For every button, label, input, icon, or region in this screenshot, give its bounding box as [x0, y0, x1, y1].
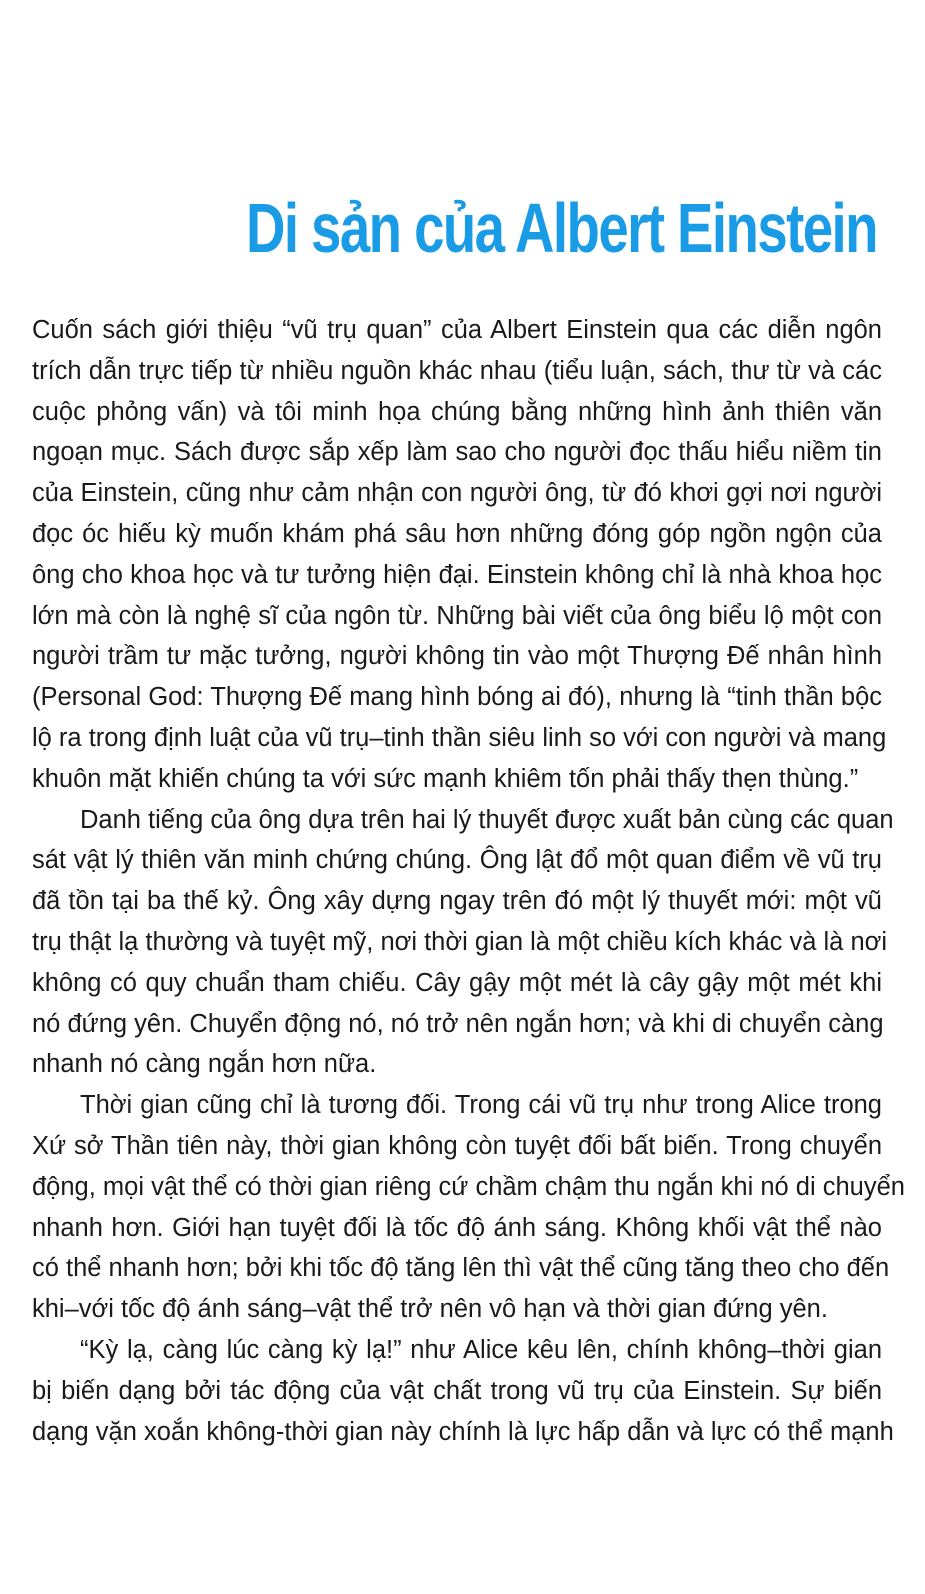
text-line: bị biến dạng bởi tác động của vật chất trong vũ trụ của Einstein. Sự biến — [32, 1376, 882, 1405]
text-line: Cuốn sách giới thiệu “vũ trụ quan” của Albert Einstein qua các diễn ngôn — [32, 316, 882, 344]
paragraph — [32, 310, 887, 800]
text-line: đã tồn tại ba thế kỷ. Ông xây dựng ngay trên đó một lý thuyết mới: một vũ — [32, 887, 882, 916]
text-line: của Einstein, cũng như cảm nhận con người ông, từ đó khơi gợi nơi người — [32, 479, 882, 508]
text-line: trích dẫn trực tiếp từ nhiều nguồn khác nhau (tiểu luận, sách, thư từ và các — [32, 356, 882, 385]
text-line: khi–với tốc độ ánh sáng–vật thể trở nên vô hạn và thời gian đứng yên. — [32, 1295, 828, 1324]
text-line: ông cho khoa học và tư tưởng hiện đại. Einstein không chỉ là nhà khoa học — [32, 560, 882, 589]
text-line: cuộc phỏng vấn) và tôi minh họa chúng bằng những hình ảnh thiên văn — [32, 397, 882, 426]
text-line: lộ ra trong định luật của vũ trụ–tinh thần siêu linh so với con người và mang — [32, 723, 887, 752]
text-line: Xứ sở Thần tiên này, thời gian không còn tuyệt đối bất biến. Trong chuyển — [32, 1131, 882, 1160]
text-line: động, mọi vật thể có thời gian riêng cứ chầm chậm thu ngắn khi nó di chuyển — [32, 1172, 905, 1201]
chapter-title: Di sản của Albert Einstein — [246, 189, 877, 267]
paragraph — [32, 1085, 905, 1330]
text-line: ngoạn mục. Sách được sắp xếp làm sao cho người đọc thấu hiểu niềm tin — [32, 438, 882, 467]
paragraph — [32, 1330, 894, 1452]
text-line: đọc óc hiếu kỳ muốn khám phá sâu hơn những đóng góp ngồn ngộn của — [32, 519, 882, 548]
text-line: trụ thật lạ thường và tuyệt mỹ, nơi thời gian là một chiều kích khác và là nơi — [32, 927, 888, 956]
text-line: “Kỳ lạ, càng lúc càng kỳ lạ!” như Alice kêu lên, chính không–thời gian — [80, 1335, 882, 1364]
body-text — [32, 310, 905, 1452]
text-line: dạng vặn xoắn không-thời gian này chính là lực hấp dẫn và lực có thể mạnh — [32, 1417, 894, 1446]
text-line: người trầm tư mặc tưởng, người không tin vào một Thượng Đế nhân hình — [32, 642, 882, 671]
text-line: (Personal God: Thượng Đế mang hình bóng ai đó), nhưng là “tinh thần bộc — [32, 683, 882, 712]
text-line: Danh tiếng của ông dựa trên hai lý thuyết được xuất bản cùng các quan — [80, 805, 894, 834]
text-line: nhanh nó càng ngắn hơn nữa. — [32, 1050, 377, 1079]
text-line: lớn mà còn là nghệ sĩ của ngôn từ. Những bài viết của ông biểu lộ một con — [32, 601, 882, 630]
text-line: khuôn mặt khiến chúng ta với sức mạnh khiêm tốn phải thấy thẹn thùng.” — [32, 764, 859, 793]
text-line: nó đứng yên. Chuyển động nó, nó trở nên ngắn hơn; và khi di chuyển càng — [32, 1009, 884, 1038]
paragraph — [32, 800, 894, 1086]
text-line: nhanh hơn. Giới hạn tuyệt đối là tốc độ ánh sáng. Không khối vật thể nào — [32, 1213, 882, 1242]
text-line: sát vật lý thiên văn minh chứng chúng. Ông lật đổ một quan điểm về vũ trụ — [32, 846, 882, 875]
text-line: Thời gian cũng chỉ là tương đối. Trong cái vũ trụ như trong Alice trong — [80, 1091, 882, 1120]
text-line: có thể nhanh hơn; bởi khi tốc độ tăng lên thì vật thể cũng tăng theo cho đến — [32, 1254, 890, 1283]
text-line: không có quy chuẩn tham chiếu. Cây gậy một mét là cây gậy một mét khi — [32, 968, 882, 997]
